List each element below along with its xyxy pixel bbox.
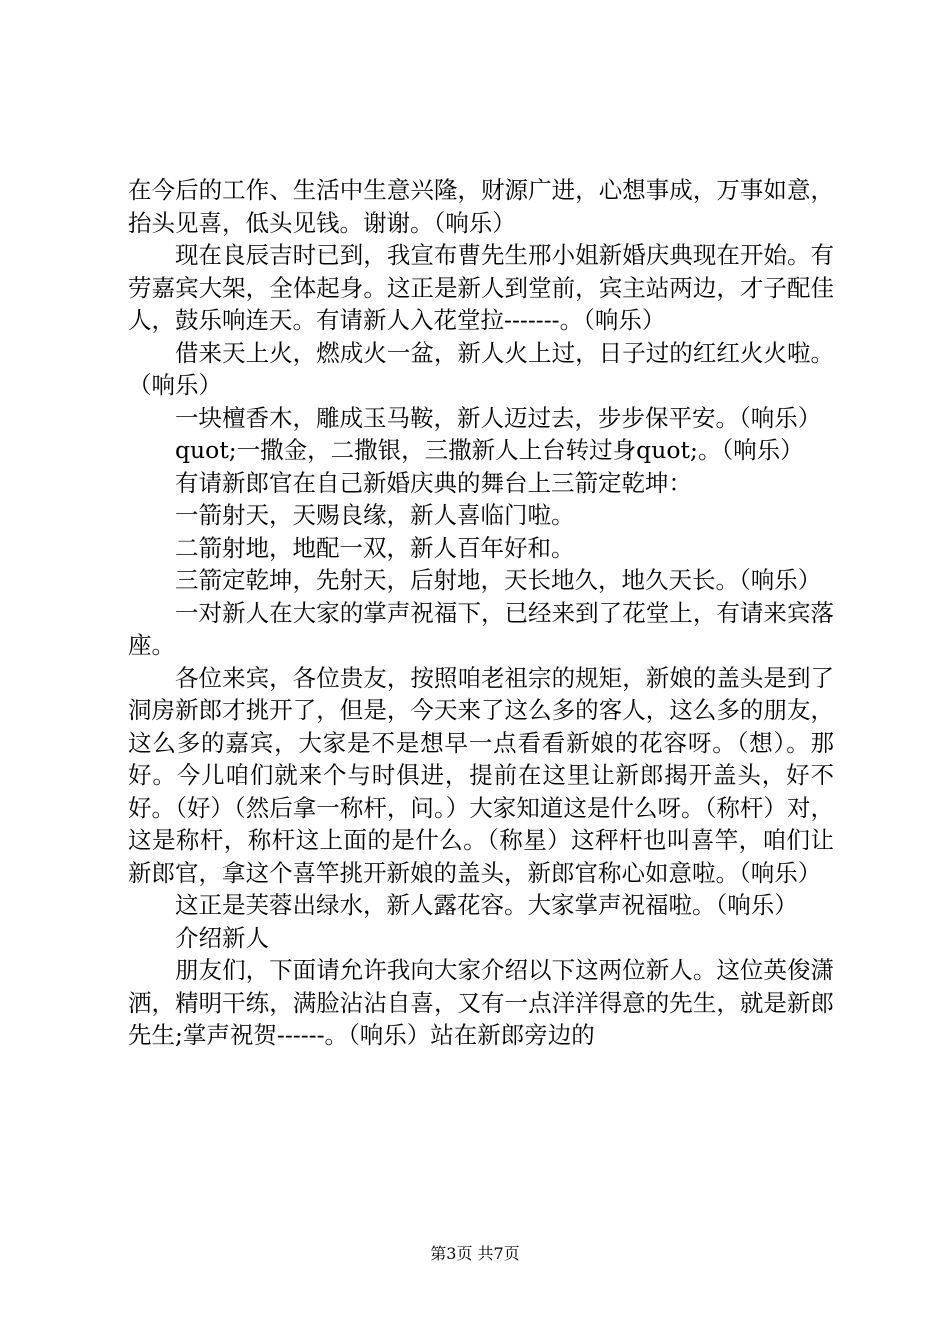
paragraph: 借来天上火，燃成火一盆，新人火上过，日子过的红红火火啦。（响乐） bbox=[128, 338, 834, 399]
paragraph: 各位来宾，各位贵友，按照咱老祖宗的规矩，新娘的盖头是到了洞房新郎才挑开了，但是，今天来了这么多的客人，这么多的朋友，这么多的嘉宾，大家是不是想早一点看看新娘的花容呀。（想）。那好。今儿咱们就来个与时俱进，提前在这里让新郎揭开盖头，好不好。（好）（然后拿一称杆，问。）大家知道这是什么呀。（称杆）对，这是称杆，称杆这上面的是什么。（称星）这秤杆也叫喜竿，咱们让新郎官，拿这个喜竿挑开新娘的盖头，新郎官称心如意啦。（响乐） bbox=[128, 663, 834, 887]
section-heading: 介绍新人 bbox=[175, 923, 269, 952]
paragraph: 这正是芙蓉出绿水，新人露花容。大家掌声祝福啦。（响乐） bbox=[175, 891, 798, 919]
paragraph: 有请新郎官在自己新婚庆典的舞台上三箭定乾坤： bbox=[175, 468, 692, 497]
document-body bbox=[128, 174, 834, 1052]
paragraph: 三箭定乾坤，先射天，后射地，天长地久，地久天长。（响乐） bbox=[175, 566, 822, 594]
paragraph: 朋友们，下面请允许我向大家介绍以下这两位新人。这位英俊潇洒，精明干练，满脸沾沾自喜，又有一点洋洋得意的先生，就是新郎先生;掌声祝贺------。（响乐）站在新郎旁边的 bbox=[128, 956, 834, 1049]
paragraph: 一对新人在大家的掌声祝福下，已经来到了花堂上，有请来宾落座。 bbox=[128, 598, 834, 659]
paragraph: 在今后的工作、生活中生意兴隆，财源广进，心想事成，万事如意，抬头见喜，低头见钱。谢谢。（响乐） bbox=[128, 176, 834, 237]
paragraph: 一块檀香木，雕成玉马鞍，新人迈过去，步步保平安。（响乐） bbox=[175, 403, 822, 432]
paragraph: quot;一撒金，二撒银，三撒新人上台转过身quot;。（响乐） bbox=[175, 436, 804, 464]
page-footer bbox=[0, 1244, 950, 1264]
paragraph: 二箭射地，地配一双，新人百年好和。 bbox=[175, 533, 575, 562]
page-number: 第3页 共7页 bbox=[430, 1244, 520, 1263]
paragraph: 现在良辰吉时已到，我宣布曹先生邢小姐新婚庆典现在开始。有劳嘉宾大架，全体起身。这正是新人到堂前，宾主站两边，才子配佳人，鼓乐响连天。有请新人入花堂拉-------。（响乐） bbox=[128, 241, 834, 334]
paragraph: 一箭射天，天赐良缘，新人喜临门啦。 bbox=[175, 501, 575, 529]
